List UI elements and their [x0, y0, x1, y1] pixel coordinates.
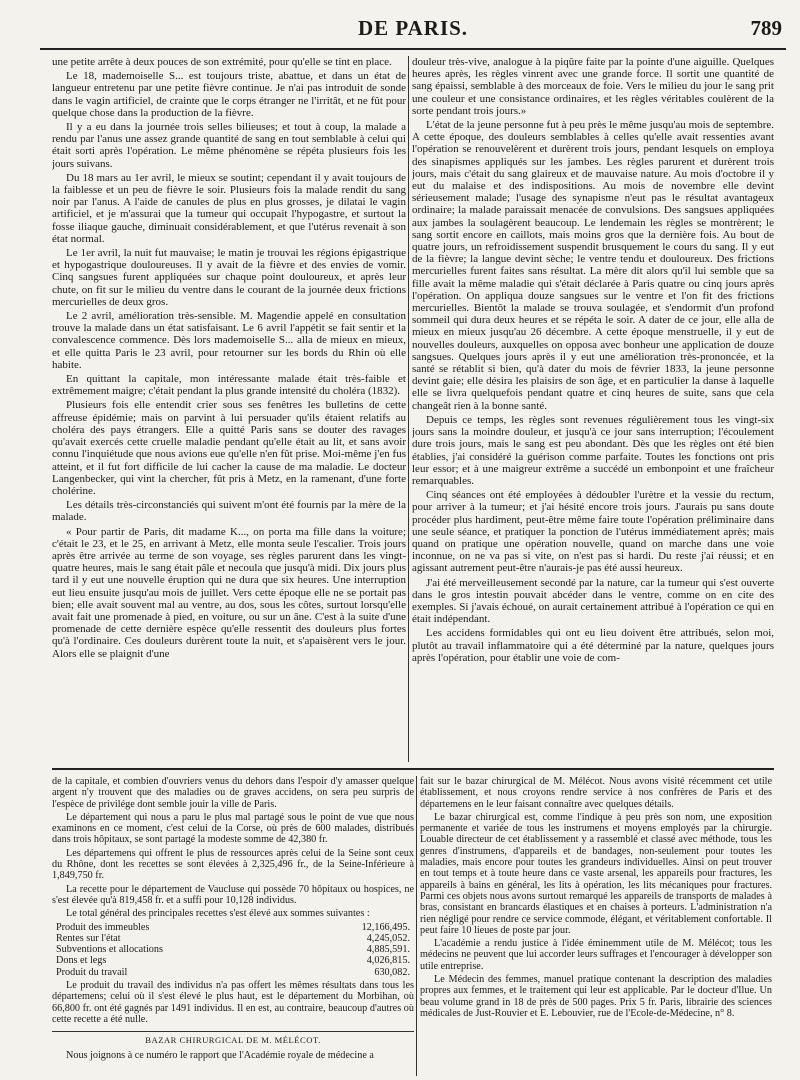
- table-row: [52, 955, 414, 966]
- paragraph: Les accidens formidables qui ont eu lieu doivent être attribués, selon moi, plutôt au travail inflammatoire qui a été déterminé par la nature, quelques jours après l'opération, pour établir une voie de com-: [412, 627, 774, 664]
- paragraph: Cinq séances ont été employées à dédoubler l'urètre et la vessie du rectum, pour arriver à la tumeur; et j'ai hésité encore trois jours. J'aurais pu sans doute procéder plus hardiment, peut-être même faire toute l'opération préliminaire dans une seule séance, et pratiquer la ponction de l'utérus immédiatement après; mais quand on pratique une opération nouvelle, quand on marche dans une voie inconnue, on ne va pas si vite, on n'est pas si hardi. Du reste j'ai réussi; et en agissant autrement peut-être n'aurais-je pas été aussi heureux.: [412, 489, 774, 575]
- advertisement: Le Médecin des femmes, manuel pratique contenant la description des maladies propres aux femmes, et le traitement qui leur est applicable. Par le docteur d'Ilue. Un beau volume grand in 18 de près de 500 pages. Prix 5 fr. Paris, librairie des sciences médicales de Just-Rouvier et E. Lebouvier, rue de l'Ecole-de-Médecine, n° 8.: [420, 974, 772, 1019]
- paragraph: Le total général des principales recettes s'est élevé aux sommes suivantes :: [66, 908, 370, 920]
- column-divider: [408, 56, 409, 762]
- running-head-title: DE PARIS.: [357, 16, 469, 40]
- section-heading: BAZAR CHIRURGICAL DE M. MÉLÉCOT.: [52, 1031, 414, 1046]
- table-amount: 4,245,052.: [366, 932, 410, 944]
- paragraph: J'ai été merveilleusement secondé par la nature, car la tumeur qui s'est ouverte dans le gros intestin pouvait abcéder dans le ventre, comme on en cite des exemples. Si j'avais échoué, on aurait certainement attribué à l'opération ce qui en était indépendant.: [412, 576, 774, 626]
- lower-right-column: [420, 776, 772, 1076]
- table-row: [52, 967, 414, 978]
- column-divider: [416, 776, 417, 1076]
- upper-left-column: [52, 56, 406, 762]
- paragraph: Il y a eu dans la journée trois selles bilieuses; et tout à coup, la malade a rendu par l'anus une assez grande quantité de sang en tout semblable à celui qui était sorti après l'opération. Le même phénomène se répéta plusieurs fois les jours suivans.: [52, 121, 406, 170]
- paragraph: Plusieurs fois elle entendit crier sous ses fenêtres les bulletins de cette affreuse épidémie; mais on parvint à lui persuader qu'ils étaient relatifs au choléra des pays étrangers. Elle a quitté Paris sans se douter des ravages qu'avait exercés cette cruelle maladie pendant qu'elle était au lit, et sans avoir connu l'inquiétude que nous avions eue qu'elle n'en fût prise. Moi-même j'en fus atteint, et il fut fort difficile de lui cacher la cause de ma maladie. Le docteur Langenbecker, qui vint la chercher, fût pris à Metz, en la ramenant, d'une forte cholérine.: [52, 399, 406, 497]
- paragraph: Le département qui nous a paru le plus mal partagé sous le point de vue que nous examinons en ce moment, c'est celui de la Corse, où près de 600 malades, distribués dans trois hôpitaux, se sont partagé la modeste somme de 42,380 fr.: [52, 811, 414, 846]
- paragraph: Du 18 mars au 1er avril, le mieux se soutint; cependant il y avait toujours de la faiblesse et un peu de fièvre le soir. Plusieurs fois la malade rendit du sang noir par l'anus. A l'aide de canules de plus en plus grosses, je dilatai le vagin artificiel, et je m'assurai que la tumeur qui occupait l'hypogastre, et surtout la fosse iliaque gauche, diminuait considérablement, et que l'utérus revenait à son état normal.: [52, 171, 406, 245]
- receipts-table: [52, 922, 414, 978]
- paragraph: Le 18, mademoiselle S... est toujours triste, abattue, et dans un état de langueur entretenu par une petite fièvre continue. Je n'ai pas introduit de sonde dans le vagin artificiel, de crainte que le corps étranger ne l'irritât, et ne fût pour quelque chose dans la production de la fièvre.: [52, 70, 406, 119]
- upper-right-column: [412, 56, 774, 762]
- table-label: Produit des immeubles: [56, 921, 150, 933]
- paragraph: Les détails très-circonstanciés qui suivent m'ont été fournis par la mère de la malade.: [52, 499, 406, 524]
- paragraph: Le produit du travail des individus n'a pas offert les mêmes résultats dans tous les départemens; celui où il s'est élevé le plus haut, est le département du Morbihan, où 66,800 fr. ont été gagnés par 1491 individus. Il en est, au contraire, beaucoup d'autres où cette recette a été nulle.: [52, 980, 414, 1025]
- paragraph: une petite arrête à deux pouces de son extrémité, pour qu'elle se tint en place.: [52, 56, 392, 68]
- table-amount: 4,026,815.: [366, 955, 410, 967]
- paragraph: Les départemens qui offrent le plus de ressources après celui de la Seine sont ceux du Rhône, dont les recettes se sont élevées à 2,325,496 fr., de la Seine-Inférieure à 1,849,750 fr.: [52, 847, 414, 882]
- table-row: [52, 933, 414, 944]
- paragraph: L'état de la jeune personne fut à peu près le même jusqu'au mois de septembre. A cette époque, des douleurs semblables à celles qu'elle avait ressenties avant l'opération se renouvelèrent et durèrent trois jours, pendant lesquels on employa des sinapismes appliqués sur les jambes. Les règles parurent et durèrent trois jours, mais c'était du sang glaireux et de mauvaise nature. Au mois d'octobre il y eut du malaise et des indispositions. Au mois de novembre elle devint sérieusement malade; l'usage des synapisme n'eut pas le résultat avantageux ordinaire; la malade paraissait menacée de convulsions. Des sangsues appliquées aux jambes la soulagèrent beaucoup. Le lendemain les règles se montrèrent; le sang sortit encore en caillots, mais moins gros que la dernière fois. Au bout de quatre jours, un refroidissement suspendit brusquement le cours du sang. Il y eut de la fièvre; la langue devint sèche; le ventre tendu et douloureux. Des frictions mercurielles furent faites sans résultat. La mère dit alors qu'il lui semble que sa fille avait la même maladie qui s'était déclarée à Paris quatre ou cinq jours après l'opération. On appliqua douze sangsues sur le ventre et l'on fit des frictions mercurielles. Bientôt la malade se trouva soulagée, et s'endormit d'un profond sommeil qui dura deux heures et se répéta le soir. A dater de ce jour, elle alla de mieux en mieux jusqu'au 26 décembre. A cette époque menstruelle, il y eut de nouvelles douleurs, auxquelles on opposa avec bonheur une application de douze sangsues. Quelques jours après il y eut une amélioration très-prononcée, et la santé se rétablit si bien, qu'à dater du mois de février 1833, la jeune personne devint gaie; elle désira les plaisirs de son âge, et en particulier la danse à laquelle elle se livra quelquefois pendant quatre et cinq heures de suite, sans que cela changeât rien à la bonne santé.: [412, 119, 774, 412]
- paragraph: « Pour partir de Paris, dit madame K..., on porta ma fille dans la voiture; c'était le 23, et le 25, en arrivant à Metz, elle monta seule l'escalier. Trois jours après être arrivée au terme de son voyage, ses règles parurent dans les vingt-quatre heures, mais le sang était pâle et necoula que jusqu'à midi. Dix jours plus tard il y eut une nouvelle éruption qui ne dura que six heures. Une interruption eut lieu ensuite jusqu'au mois de juillet. Vers cette époque elle ne se portait pas bien; elle avait souvent mal au ventre, au dos, sous les côtes, surtout lorsqu'elle avait fait une promenade à pied, en voiture, ou sur un âne. C'est à la suite d'une promenade de cette dernière espèce qu'elle ressentit des douleurs plus fortes qu'à l'ordinaire. Ces douleurs durèrent toute la nuit, et s'apaisèrent vers le jour. Alors elle se plaignit d'une: [52, 525, 406, 660]
- paragraph: En quittant la capitale, mon intéressante malade était très-faible et extrêmement maigre; c'était pendant la plus grande intensité du choléra (1832).: [52, 373, 406, 398]
- table-label: Rentes sur l'état: [56, 932, 121, 944]
- page-header: [40, 14, 786, 50]
- table-amount: 4,885,591.: [366, 944, 410, 956]
- paragraph: douleur très-vive, analogue à la piqûre faite par la pointe d'une aiguille. Quelques heures après, les règles vinrent avec une grande force. Il sortit une quantité de sang épaissi, semblable à des morceaux de foie. Vers le milieu du jour le sang prit une couleur et une consistance ordinaires, et les règles véritables coulèrent de la sorte pendant trois jours.»: [412, 56, 774, 117]
- paragraph: Depuis ce temps, les règles sont revenues régulièrement tous les vingt-six jours sans la moindre douleur, et jusqu'à ce jour sans interruption; l'écoulement dure trois jours, mais le sang est peu abondant. Dès que les règles ont été bien établies, j'ai considéré la guérison comme parfaite. Toutes les fonctions ont pris leur essor; et à une maigreur extrême a succédé un embonpoint et une fraîcheur remarquables.: [412, 413, 774, 487]
- table-row: [52, 922, 414, 933]
- paragraph: La recette pour le département de Vaucluse qui possède 70 hôpitaux ou hospices, ne s'est élevée qu'à 819,458 fr. et a suffi pour 10,128 individus.: [52, 883, 414, 906]
- paragraph: Le bazar chirurgical est, comme l'indique à peu près son nom, une exposition permanente et variée de tous les instrumens et moyens employés par la chirurgie. Louable directeur de cet établissement y a rassemblé et classé avec méthode, tous les genres d'instrumens, d'appareils et de bandages, non-seulement pour toutes les maladies, mais encore pour toutes les grandeurs individuelles. Ainsi on peut trouver en tout temps et à toute heure dans ce vaste arsenal, les appareils pour fractures, les appareils à bains en général, les lits à opération, les lits mécaniques pour fractures. Parmi ces objets nous avons surtout remarqué les appareils de transports de malades à bras, consistant en brancards élastiques et en chaises à porteurs. L'administration n'a rien négligé pour rendre ce service commode, élégant, et véritablement confortable. Il peut faire 10 lieues de poste par jour.: [420, 811, 772, 936]
- paragraph: Le 1er avril, la nuit fut mauvaise; le matin je trouvai les régions épigastrique et hypogastrique douloureuses. Il y avait de la fièvre et des envies de vomir. Cinq sangsues furent appliquées sur chaque point douloureux, et après leur chute, on fit sur le milieu du ventre dans le courant de la journée deux frictions mercurielles de deux gros.: [52, 247, 406, 308]
- table-label: Subventions et allocations: [56, 944, 163, 956]
- paragraph: Nous joignons à ce numéro le rapport que l'Académie royale de médecine a: [66, 1049, 374, 1061]
- table-label: Dons et legs: [56, 955, 107, 967]
- table-amount: 630,082.: [374, 966, 410, 978]
- paragraph: fait sur le bazar chirurgical de M. Mélécot. Nous avons visité récemment cet utile établissement, et nous croyons rendre service à nos confrères de Paris et des départemens en le leur faisant connaître avec quelques détails.: [420, 776, 772, 810]
- table-amount: 12,166,495.: [361, 921, 410, 933]
- lower-left-column: [52, 776, 414, 1076]
- paragraph: de la capitale, et combien d'ouvriers venus du dehors dans l'espoir d'y amasser quelque argent n'y trouvent que des maladies ou de graves accidens, on sera peu surpris de l'espèce de privilége dont semble jouir la ville de Paris.: [52, 776, 414, 810]
- paragraph: L'académie a rendu justice à l'idée éminemment utile de M. Mélécot; tous les médecins ne peuvent que lui accorder leurs suffrages et l'encourager à développer son utile entreprise.: [420, 938, 772, 972]
- page-number: 789: [750, 16, 782, 40]
- table-row: [52, 944, 414, 955]
- section-divider: [52, 768, 774, 770]
- paragraph: Le 2 avril, amélioration très-sensible. M. Magendie appelé en consultation trouve la malade dans un état satisfaisant. Le 6 avril l'appétit se fait sentir et la convalescence commence. Dès lors mademoiselle S... alla de mieux en mieux, et elle quitta Paris le 23 avril, pour retourner sur les bords du Rhin où elle habite.: [52, 310, 406, 371]
- table-label: Produit du travail: [56, 966, 128, 978]
